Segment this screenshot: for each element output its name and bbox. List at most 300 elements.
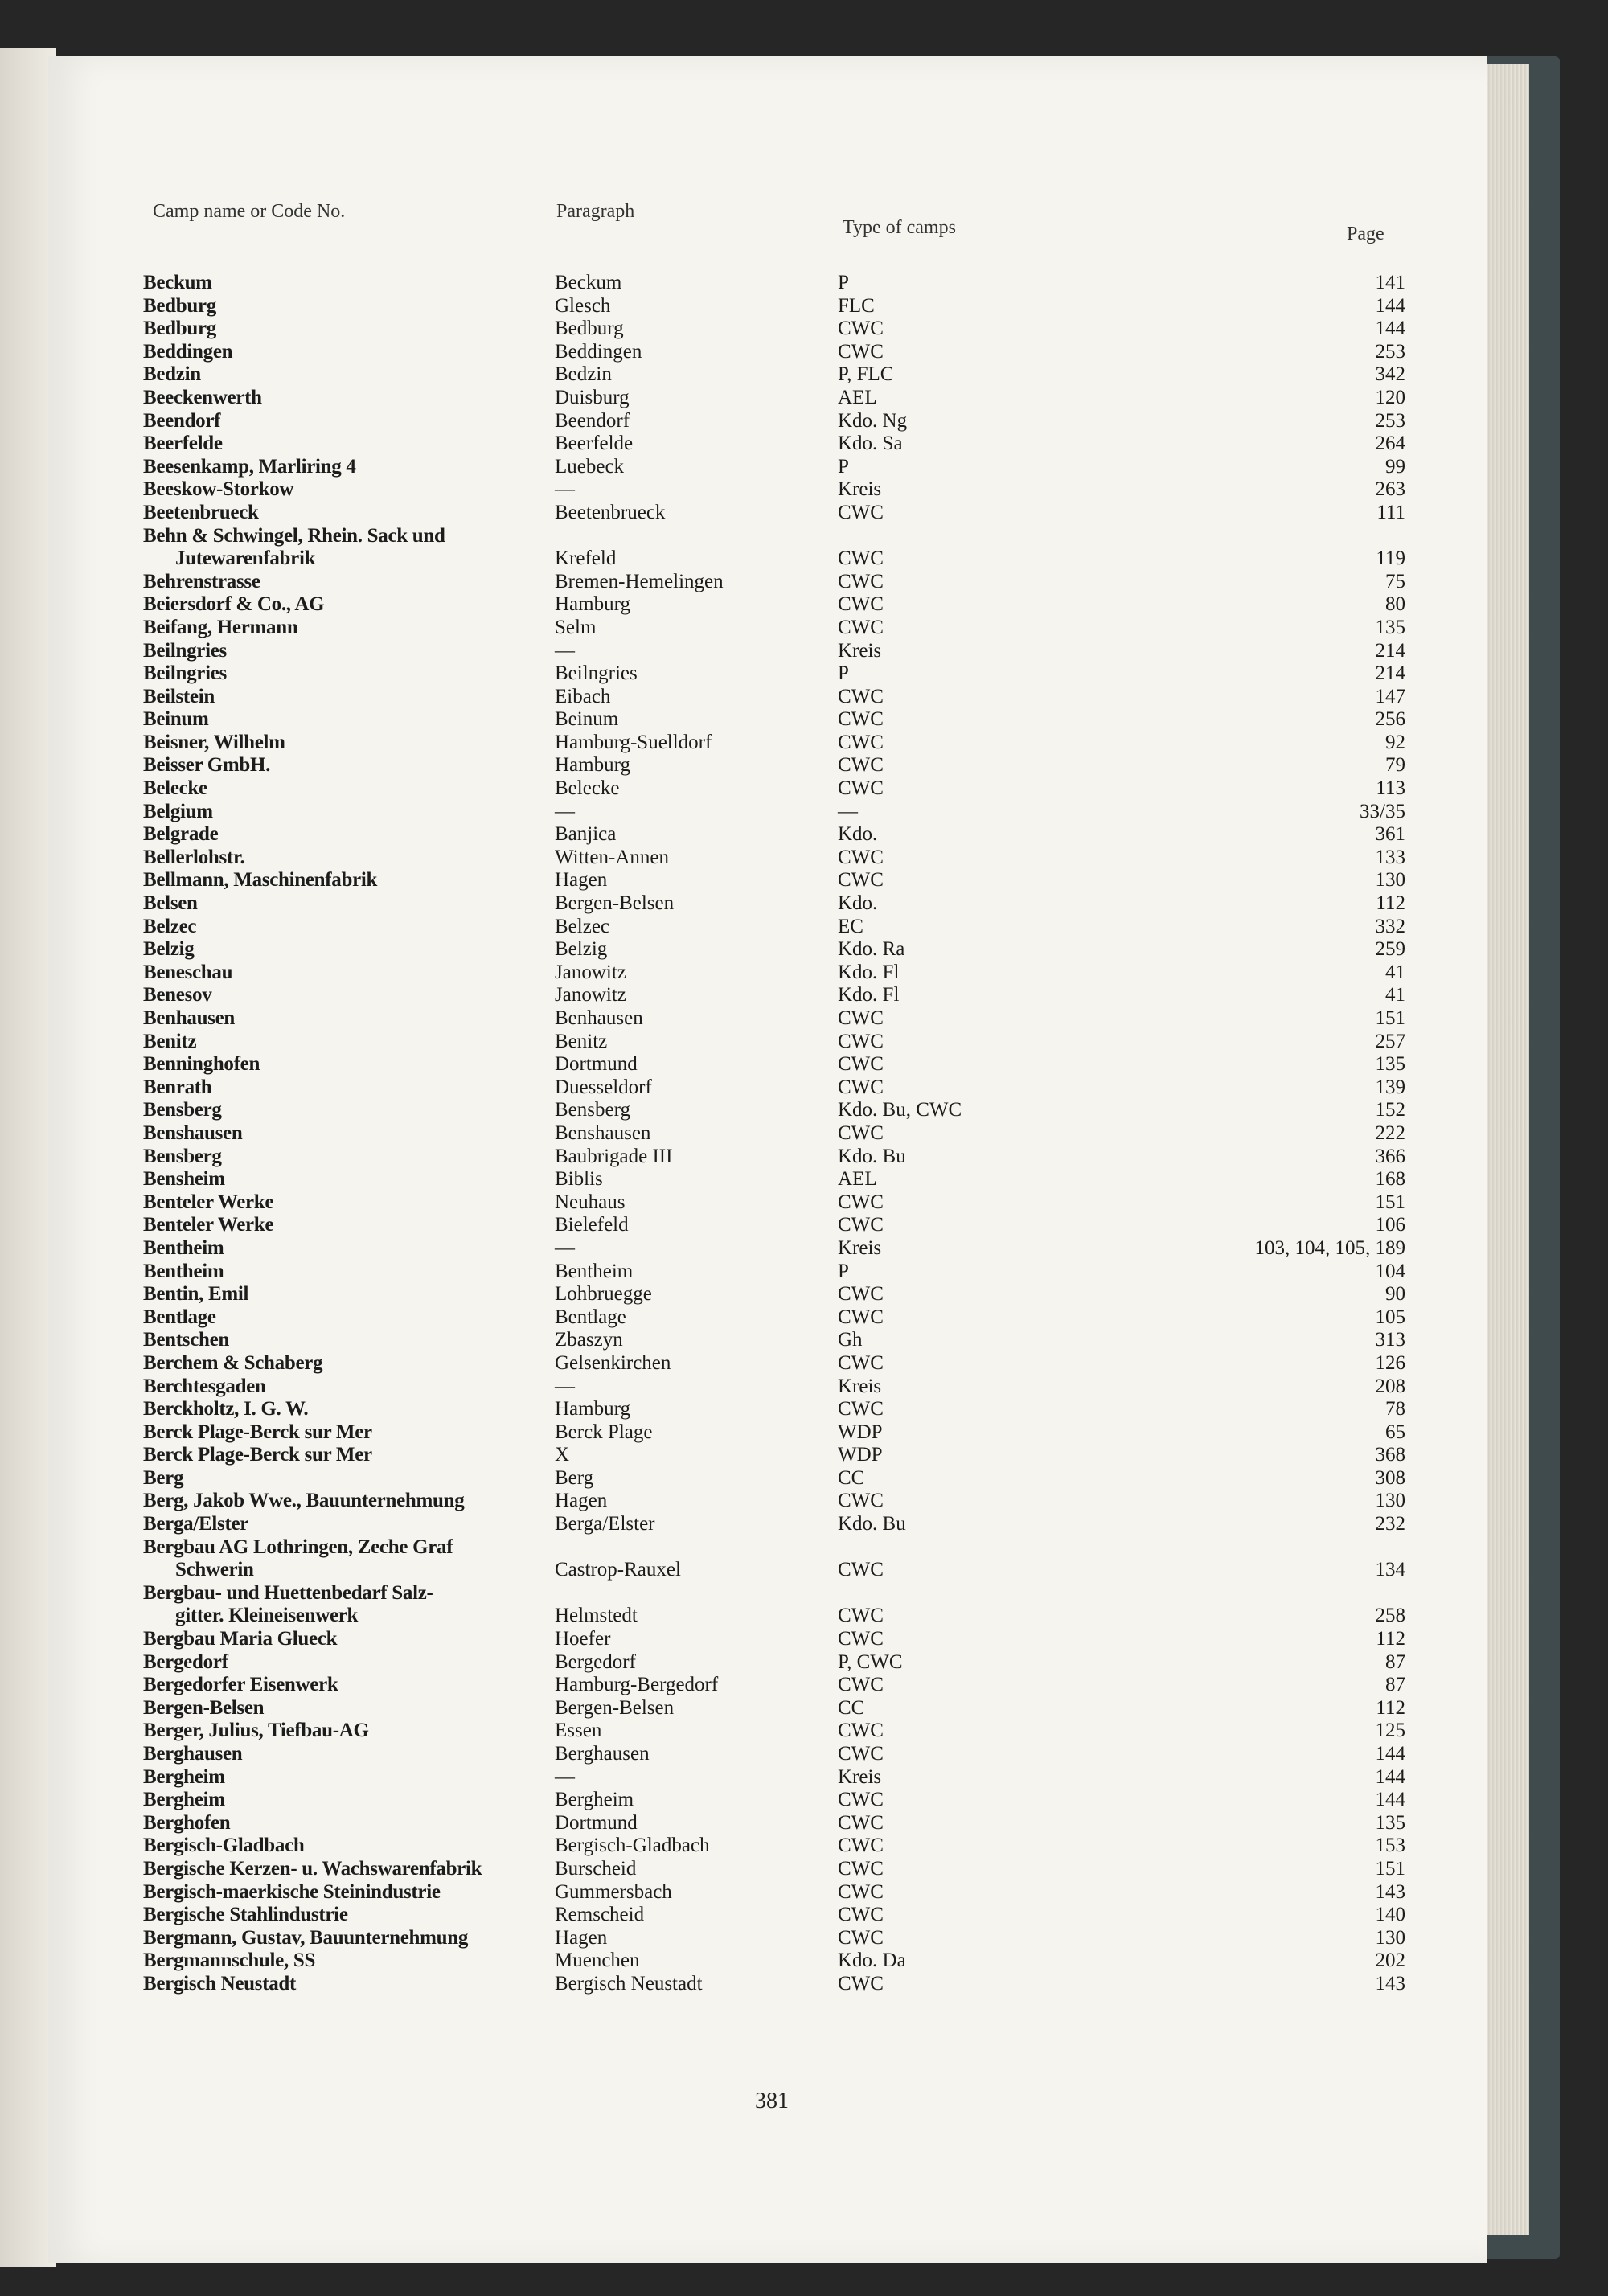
paragraph-cell [555,1927,838,1950]
page-ref-cell [1175,1191,1405,1215]
camp-type-cell-text: Kdo. Ra [838,938,905,961]
camp-name-cell [143,1191,555,1215]
paragraph-cell-text: Duisburg [555,386,630,408]
paragraph-cell-text: Burscheid [555,1857,637,1880]
paragraph-cell-text: Zbaszyn [555,1329,623,1351]
page-ref-cell-text: 143 [1375,1972,1405,1995]
camp-type-cell [838,1628,1175,1651]
paragraph-cell-text: Baubrigade III [555,1145,673,1167]
camp-type-cell-text: — [838,800,858,822]
page-ref-cell-text: 99 [1385,455,1405,478]
camp-name-cell [143,869,555,892]
camp-name: Benshausen [143,1121,243,1144]
page-ref-cell [1175,1812,1405,1835]
camp-type-cell [838,984,1175,1007]
camp-name-cell [143,456,555,479]
camp-name: Belgrade [143,823,219,846]
page-ref-cell [1175,686,1405,709]
header-paragraph: Paragraph [556,201,635,222]
camp-type-cell-text: CWC [838,708,884,731]
page-ref-cell [1175,1376,1405,1399]
table-row [143,1881,1405,1904]
camp-name-cell [143,593,555,617]
camp-name-cell [143,1053,555,1076]
paragraph-cell-text: Bentlage [555,1306,626,1328]
table-row [143,1766,1405,1790]
paragraph-cell [555,1904,838,1927]
table-row [143,1053,1405,1076]
camp-name: Berghofen [143,1811,231,1834]
table-row [143,1513,1405,1536]
camp-name-cell [143,754,555,777]
camp-name: Bergheim [143,1765,225,1788]
paragraph-cell-text: — [555,478,575,501]
table-row [143,1674,1405,1697]
page-ref-cell-text: 368 [1375,1444,1405,1466]
paragraph-cell-text: Beinum [555,708,619,731]
paragraph-cell [555,1881,838,1904]
page-ref-cell [1175,1421,1405,1445]
paragraph-cell-text: Bielefeld [555,1214,629,1236]
camp-type-cell [838,708,1175,732]
camp-name: Bergbau AG Lothringen, Zeche Graf [143,1535,453,1558]
paragraph-cell [555,1146,838,1169]
camp-type-cell [838,1536,1175,1582]
page-ref-cell-text: 125 [1375,1720,1405,1742]
camp-type-cell-text: WDP [838,1444,883,1466]
camp-name-cell [143,777,555,801]
paragraph-cell-text: Bremen-Hemelingen [555,570,724,592]
camp-name-cell [143,1582,555,1628]
camp-type-cell [838,502,1175,525]
camp-type-cell-text: CWC [838,731,884,753]
camp-type-cell [838,456,1175,479]
paragraph-cell-text: Bergedorf [555,1650,636,1673]
camp-type-cell-text: Gh [838,1329,863,1351]
camp-name: Benninghofen [143,1053,260,1076]
camp-type-cell-text: CWC [838,1214,884,1236]
table-row [143,341,1405,364]
header-type-of-camps: Type of camps [843,217,956,238]
paragraph-cell-text: Bergisch-Gladbach [555,1835,710,1857]
page-ref-cell-text: 79 [1385,754,1405,777]
camp-name: Berg, Jakob Wwe., Bauunternehmung [143,1490,465,1512]
camp-name-cell [143,1099,555,1122]
paragraph-cell-text: Benitz [555,1030,608,1052]
camp-name: Beilstein [143,685,215,707]
paragraph-cell-text: Belecke [555,777,620,800]
paragraph-cell [555,847,838,870]
page-ref-cell [1175,1720,1405,1743]
page-ref-cell [1175,1352,1405,1376]
page-ref-cell-text: 104 [1375,1260,1405,1282]
paragraph-cell [555,984,838,1007]
page-ref-cell-text: 135 [1375,616,1405,638]
table-row [143,387,1405,410]
camp-type-cell [838,1444,1175,1467]
page-ref-cell [1175,1950,1405,1973]
table-row [143,1743,1405,1766]
page-ref-cell [1175,938,1405,961]
camp-name-cell [143,1421,555,1445]
camp-name: Behrenstrasse [143,570,260,592]
paragraph-cell-text: Hoefer [555,1628,611,1650]
camp-type-cell-text: CWC [838,1811,884,1834]
camp-name-cell [143,1858,555,1881]
camp-name: Beilngries [143,662,227,685]
table-row [143,938,1405,961]
paragraph-cell-text: Janowitz [555,961,626,983]
camp-name-cell [143,1743,555,1766]
paragraph-cell [555,525,838,571]
page-ref-cell-text: 139 [1375,1076,1405,1098]
camp-type-cell-text: CWC [838,685,884,707]
paragraph-cell [555,823,838,847]
page-ref-cell [1175,777,1405,801]
paragraph-cell [555,387,838,410]
table-row [143,1927,1405,1950]
paragraph-cell [555,1490,838,1513]
page-ref-cell [1175,847,1405,870]
table-row [143,1444,1405,1467]
page-ref-cell [1175,478,1405,502]
camp-name-continuation: Schwerin [175,1559,254,1581]
paragraph-cell-text: — [555,639,575,662]
camp-type-cell [838,1904,1175,1927]
table-row [143,478,1405,502]
camp-name-cell [143,1628,555,1651]
camp-type-cell [838,1376,1175,1399]
camp-name: Benitz [143,1030,197,1052]
camp-type-cell [838,1053,1175,1076]
camp-name: Bergisch Neustadt [143,1972,297,1995]
camp-type-cell-text: CWC [838,846,884,868]
camp-type-cell [838,1352,1175,1376]
page-ref-cell-text: 120 [1375,386,1405,408]
paragraph-cell-text: Luebeck [555,455,625,478]
page-ref-cell [1175,1628,1405,1651]
camp-name: Berga/Elster [143,1513,249,1535]
page-ref-cell-text: 78 [1385,1398,1405,1421]
camp-name-cell [143,1168,555,1191]
paragraph-cell-text: Duesseldorf [555,1076,652,1098]
camp-name: Beinum [143,708,209,731]
camp-type-cell-text: AEL [838,386,877,408]
camp-name: Bergmann, Gustav, Bauunternehmung [143,1926,469,1949]
camp-name-cell [143,1007,555,1031]
camp-type-cell-text: P [838,455,849,478]
camp-type-cell-text: CWC [838,570,884,592]
page-ref-cell-text: 90 [1385,1283,1405,1306]
paragraph-cell-text: Witten-Annen [555,846,670,868]
page-ref-cell [1175,1214,1405,1237]
page-ref-cell-text: 144 [1375,1743,1405,1765]
camp-name: Bensheim [143,1168,225,1191]
camp-type-cell [838,1467,1175,1490]
paragraph-cell [555,363,838,387]
table-row [143,984,1405,1007]
camp-name: Belgium [143,800,213,822]
paragraph-cell-text: Muenchen [555,1950,640,1972]
camp-name-cell [143,1927,555,1950]
camp-name-cell [143,1973,555,1996]
paragraph-cell [555,1973,838,1996]
camp-type-cell-text: Kdo. [838,892,878,915]
camp-name-cell [143,363,555,387]
camp-type-cell [838,777,1175,801]
page-ref-cell [1175,318,1405,341]
camp-type-cell [838,571,1175,594]
camp-type-cell-text: Kdo. Bu [838,1145,906,1167]
paragraph-cell-text: Hamburg-Suelldorf [555,731,712,753]
camp-type-cell [838,1651,1175,1675]
paragraph-cell-text: Beendorf [555,409,630,432]
camp-type-cell-text: P, CWC [838,1650,903,1673]
page-ref-cell [1175,640,1405,663]
paragraph-cell [555,686,838,709]
camp-name: Bergedorf [143,1650,228,1673]
page-ref-cell-text: 361 [1375,823,1405,846]
camp-type-cell [838,1214,1175,1237]
page-ref-cell-text: 151 [1375,1857,1405,1880]
camp-type-cell [838,1283,1175,1306]
paragraph-cell [555,1007,838,1031]
paragraph-cell-text: Gummersbach [555,1880,672,1903]
camp-name: Bellerlohstr. [143,846,245,868]
table-row [143,363,1405,387]
page-ref-cell [1175,433,1405,456]
camp-name-cell [143,1031,555,1054]
page-ref-cell-text: 313 [1375,1329,1405,1351]
paragraph-cell [555,640,838,663]
table-row [143,1835,1405,1858]
page-ref-cell [1175,1927,1405,1950]
camp-name: Bergedorfer Eisenwerk [143,1674,338,1696]
camp-type-cell-text: Kdo. [838,823,878,846]
page-ref-cell-text: 112 [1376,1628,1405,1650]
camp-name: Benteler Werke [143,1214,274,1236]
camp-type-cell-text: CWC [838,1972,884,1995]
paragraph-cell [555,433,838,456]
page-ref-cell-text: 147 [1375,685,1405,707]
camp-type-cell [838,1674,1175,1697]
camp-name: Beifang, Hermann [143,616,298,638]
camp-name: Bentschen [143,1329,230,1351]
page-ref-cell [1175,823,1405,847]
page-ref-cell [1175,1398,1405,1421]
paragraph-cell [555,892,838,916]
camp-type-cell-text: Kreis [838,639,882,662]
camp-type-cell-text: WDP [838,1421,883,1443]
camp-type-cell-text: CWC [838,1030,884,1052]
camp-type-cell-text: CWC [838,1559,884,1581]
paragraph-cell-text: Essen [555,1720,602,1742]
paragraph-cell [555,1628,838,1651]
camp-type-cell [838,478,1175,502]
paragraph-cell-text: Beerfelde [555,433,634,455]
table-row [143,1904,1405,1927]
camp-name-cell [143,1444,555,1467]
page-ref-cell-text: 144 [1375,294,1405,317]
camp-name: Berchtesgaden [143,1375,266,1397]
camp-type-cell [838,1490,1175,1513]
camp-name-cell [143,1376,555,1399]
page-ref-cell-text: 232 [1375,1513,1405,1535]
camp-type-cell [838,1122,1175,1146]
paragraph-cell-text: Biblis [555,1168,603,1191]
table-row [143,708,1405,732]
table-row [143,1261,1405,1284]
camp-type-cell-text: CWC [838,1789,884,1811]
paragraph-cell [555,1122,838,1146]
camp-type-cell-text: CWC [838,547,884,570]
camp-name-cell [143,984,555,1007]
page-ref-cell-text: 332 [1375,915,1405,937]
paragraph-cell-text: Krefeld [555,547,617,570]
table-row [143,1237,1405,1261]
paragraph-cell-text: Benhausen [555,1007,643,1029]
camp-name-cell [143,1237,555,1261]
page-ref-cell-text: 80 [1385,593,1405,616]
camp-type-cell [838,938,1175,961]
page-ref-cell-text: 143 [1375,1880,1405,1903]
camp-name: Bergbau- und Huettenbedarf Salz- [143,1581,433,1604]
camp-type-cell [838,892,1175,916]
camp-name: Beeckenwerth [143,386,262,408]
paragraph-cell [555,1099,838,1122]
paragraph-cell [555,1858,838,1881]
table-row [143,1214,1405,1237]
camp-name-cell [143,272,555,295]
page-ref-cell [1175,662,1405,686]
camp-name: Beisser GmbH. [143,754,271,777]
camp-type-cell-text: CWC [838,1720,884,1742]
camp-type-cell [838,433,1175,456]
camp-type-cell-text: P [838,662,849,685]
table-row [143,916,1405,939]
page-ref-cell [1175,295,1405,318]
camp-name-cell [143,801,555,824]
page-ref-cell [1175,363,1405,387]
camp-type-cell-text: P [838,1260,849,1282]
camp-type-cell [838,1306,1175,1330]
camp-name-cell [143,1835,555,1858]
table-row [143,1122,1405,1146]
camp-type-cell [838,1743,1175,1766]
page-ref-cell [1175,1766,1405,1790]
page-ref-cell-text: 253 [1375,409,1405,432]
camp-name: Beilngries [143,639,227,662]
page-ref-cell-text: 134 [1375,1559,1405,1581]
page-ref-cell [1175,961,1405,985]
camp-name: Benhausen [143,1007,236,1029]
table-row [143,1789,1405,1812]
camp-type-cell-text: CWC [838,340,884,363]
page-ref-cell [1175,1053,1405,1076]
camp-name-cell [143,1697,555,1720]
camp-type-cell [838,1398,1175,1421]
camp-type-cell [838,1835,1175,1858]
table-row [143,1720,1405,1743]
camp-type-cell-text: CWC [838,1076,884,1098]
page-ref-cell-text: 144 [1375,1765,1405,1788]
camp-type-cell [838,1812,1175,1835]
camp-type-cell [838,1881,1175,1904]
page-ref-cell-text: 135 [1375,1811,1405,1834]
paragraph-cell-text: Berga/Elster [555,1513,655,1535]
camp-name: Berghausen [143,1743,243,1765]
camp-name: Beetenbrueck [143,501,259,523]
page-ref-cell-text: 103, 104, 105, 189 [1254,1236,1405,1259]
camp-type-cell [838,387,1175,410]
paragraph-cell [555,916,838,939]
table-row [143,1031,1405,1054]
camp-type-cell [838,410,1175,433]
camp-name-cell [143,686,555,709]
book-page [48,56,1487,2263]
table-row [143,1421,1405,1445]
table-row [143,1329,1405,1352]
paragraph-cell [555,732,838,755]
page-ref-cell [1175,1146,1405,1169]
camp-name: Bergen-Belsen [143,1696,265,1719]
paragraph-cell-text: Bedburg [555,318,624,340]
camp-name-cell [143,1352,555,1376]
page-ref-cell [1175,1122,1405,1146]
page-ref-cell-text: 366 [1375,1145,1405,1167]
page-ref-cell-text: 87 [1385,1650,1405,1673]
camp-type-cell [838,341,1175,364]
camp-type-cell-text: CWC [838,1605,884,1627]
paragraph-cell [555,272,838,295]
camp-name: Benteler Werke [143,1191,274,1213]
page-ref-cell-text: 113 [1376,777,1405,800]
camp-name: Bedzin [143,363,201,386]
camp-type-cell [838,686,1175,709]
camp-type-cell [838,617,1175,640]
paragraph-cell [555,1261,838,1284]
camp-type-cell [838,916,1175,939]
camp-name: Berckholtz, I. G. W. [143,1398,309,1421]
camp-type-cell [838,1146,1175,1169]
paragraph-cell [555,1191,838,1215]
table-row [143,1858,1405,1881]
camp-type-cell [838,1720,1175,1743]
page-ref-cell-text: 65 [1385,1421,1405,1443]
camp-name-cell [143,1329,555,1352]
paragraph-cell-text: Hamburg [555,754,630,777]
paragraph-cell-text: Hagen [555,1490,608,1512]
camp-name-cell [143,1812,555,1835]
camp-type-cell-text: CWC [838,1191,884,1213]
table-row [143,1973,1405,1996]
paragraph-cell [555,1812,838,1835]
camp-type-cell-text: FLC [838,294,875,317]
paragraph-cell [555,961,838,985]
page-ref-cell-text: 112 [1376,892,1405,915]
camp-type-cell-text: CC [838,1696,865,1719]
paragraph-cell-text: Dortmund [555,1053,638,1076]
camp-type-cell-text: Kreis [838,1375,882,1397]
camp-name: Bedburg [143,318,216,340]
paragraph-cell-text: Banjica [555,823,617,846]
paragraph-cell-text: Beckum [555,272,622,293]
paragraph-cell [555,1720,838,1743]
paragraph-cell-text: Remscheid [555,1904,645,1926]
page-ref-cell [1175,387,1405,410]
camp-type-cell-text: Kdo. Fl [838,961,900,983]
page-ref-cell [1175,1651,1405,1675]
